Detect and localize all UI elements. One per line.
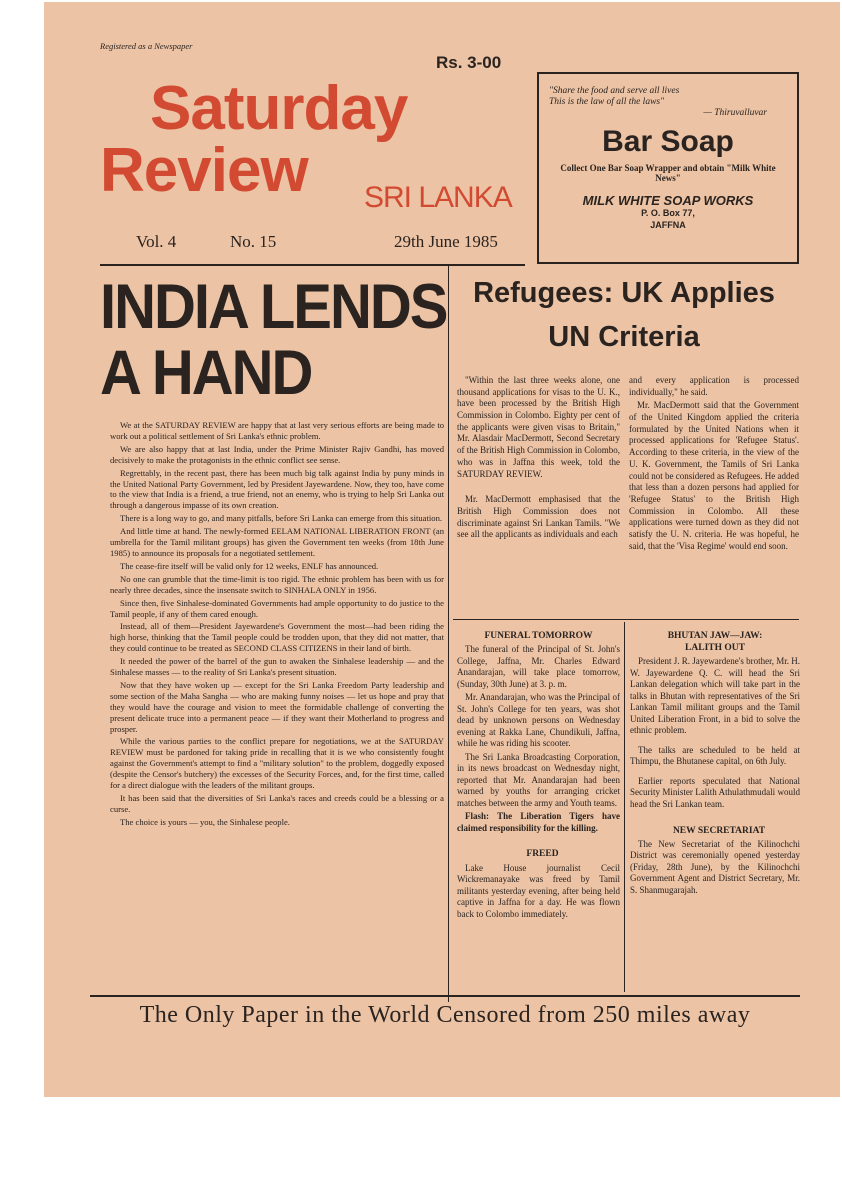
ad-quote-line: "Share the food and serve all lives: [549, 86, 680, 96]
column-divider: [624, 622, 625, 992]
refugees-column-1: [457, 375, 620, 543]
lead-headline: [100, 271, 450, 409]
bhutan-heading: BHUTAN JAW—JAW:: [667, 631, 763, 641]
lead-paragraph: While the various parties to the conflict prepare for negotiations, we at the SATURDAY REVIEW must be pardoned for taking pride in recalling that it is we who consistently fought against the Government's attempt to find a "military solution" to the problem, doggedly exposed (despite the Censor's butchery) the excesses of the Security Forces, and, for the first time, called for a direct dialogue with the leaders of the militant groups.: [110, 736, 444, 791]
lead-paragraph: We are also happy that at last India, under the Prime Minister Rajiv Gandhi, has moved decisively to make the protagonists in the ethnic conflict see sense.: [110, 443, 444, 465]
lead-paragraph: There is a long way to go, and many pitfalls, before Sri Lanka can emerge from this situation.: [120, 513, 443, 524]
bhutan-paragraph: President J. R. Jayewardene's brother, Mr. H. W. Jayewardene Q. C. will head the Sri Lankan delegation which will take part in the talks in Bhutan with representatives of the Sri Lankan Tamil militant groups and the Tamil United Liberation Front, in a bid to solve the ethnic problem.: [630, 656, 800, 736]
masthead-review: Review: [100, 136, 308, 205]
lead-paragraph: Regrettably, in the recent past, there has been much big talk against India by puny minds in the United National Party Government, led by President Jayewardene. Now, they too, have come to the view that India is a friend, a true friend, not an enemy, who is trying to help Sri Lanka out through a dangerous impasse of its own creation.: [110, 467, 444, 511]
refugees-paragraph: Mr. MacDermott said that the Government of the United Kingdom applied the criteria formulated by the United Nations when it processed applications for 'Refugee Status'. According to these criteria, in the view of the U. K. Government, the Tamils of Sri Lanka could not be considered as Refugees. He added that less than a dozen persons had applied for 'Refugee Status' to the British High Commission in Colombo. All these applications were turned down as they did not satisfy the U. N. criteria. He was hopeful, he said, that the 'Visa Regime' would end soon.: [629, 400, 799, 551]
lead-paragraph: Instead, all of them—President Jayewardene's Government the most—had been riding the high horse, thinking that the Tamil people could be trodden upon, that they did not matter, that they could continue to be treated as SECOND CLASS CITIZENS in their land of birth.: [110, 621, 444, 654]
newspaper-page: [44, 2, 840, 1097]
funeral-and-freed-column: [457, 630, 620, 922]
refugees-paragraph: "Within the last three weeks alone, one thousand applications for visas to the U. K., have been processed by the British High Commission in Colombo. Eighty per cent of the applicants were given visas to Britain," Mr. Alasdair MacDermott, Second Secretary of the British High Commission in Colombo, who was in Jaffna this week, told the SATURDAY REVIEW.: [457, 375, 620, 479]
refugees-headline: [453, 272, 795, 359]
funeral-paragraph: Mr. Anandarajan, who was the Principal of St. John's College for ten years, was shot dead by unknown persons on Wednesday evening at Rakka Lane, Chundikuli, Jaffna, while he was riding his scooter.: [457, 692, 620, 749]
freed-paragraph: Lake House journalist Cecil Wickremanayake was freed by Tamil militants yesterday evening, after being held captive in Jaffna for a day. He was flown back to Colombo immediately.: [457, 862, 620, 919]
issue-number: No. 15: [230, 232, 277, 251]
lead-paragraph: No one can grumble that the time-limit is too rigid. The ethnic problem has been with us for nearly three decades, since the insensate switch to SINHALA ONLY in 1956.: [110, 573, 444, 595]
ad-company: MILK WHITE SOAP WORKS: [582, 193, 754, 209]
ad-quote: [549, 86, 787, 119]
lead-paragraph: The cease-fire itself will be valid only for 12 weeks, ENLF has announced.: [120, 560, 379, 571]
bhutan-paragraph: Earlier reports speculated that National Security Minister Lalith Athulathmudali would head the Sri Lankan team.: [630, 775, 800, 809]
bhutan-heading: LALITH OUT: [685, 643, 745, 654]
funeral-flash: Flash: The Liberation Tigers have claimed responsibility for the killing.: [457, 811, 620, 833]
lead-paragraph: It needed the power of the barrel of the gun to awaken the Sinhalese leadership — and the Sinhalese masses — to the reality of Sri Lanka's present situation.: [110, 656, 444, 678]
bhutan-and-secretariat-column: [630, 630, 800, 898]
footer-rule: [90, 995, 800, 997]
masthead-country: SRI LANKA: [364, 181, 512, 214]
cover-price: Rs. 3-00: [436, 53, 502, 72]
lead-article-body: [110, 420, 444, 830]
lead-paragraph: We at the SATURDAY REVIEW are happy that at last very serious efforts are being made to work out a political settlement of Sri Lanka's ethnic problem.: [110, 420, 444, 441]
refugees-headline-line: Refugees: UK Applies: [473, 277, 775, 309]
refugees-paragraph: Mr. MacDermott emphasised that the British High Commission does not discriminate against Sri Lankan Tamils. "We see all the applicants as individuals and each: [457, 494, 620, 540]
lead-paragraph: The choice is yours — you, the Sinhalese people.: [120, 816, 290, 827]
ad-product: Bar Soap: [602, 124, 734, 158]
lead-paragraph: And little time at hand. The newly-formed EELAM NATIONAL LIBERATION FRONT (an umbrella for the Tamil militant groups) has given the Government ten weeks (from 18th June 1985) to announce its proposals for a negotiated settlement.: [110, 526, 444, 558]
ad-offer: Collect One Bar Soap Wrapper and obtain "Milk White News": [560, 162, 776, 184]
footer-slogan: The Only Paper in the World Censored from 250 miles away: [139, 1002, 751, 1028]
lead-headline-line: A HAND: [100, 338, 312, 409]
ad-quote-attribution: — Thiruvalluvar: [703, 107, 767, 118]
refugees-headline-line: UN Criteria: [548, 320, 700, 353]
freed-heading: FREED: [526, 849, 559, 860]
section-rule: [453, 619, 799, 620]
ad-city: JAFFNA: [650, 220, 686, 231]
secretariat-paragraph: The New Secretariat of the Kilinochchi District was ceremonially opened yesterday (Friday, 28th June), by the Kilinochchi Government Agent and District Secretary, Mr. S. Shanmugarajah.: [630, 838, 800, 895]
masthead-rule: [100, 264, 525, 266]
soap-advertisement: [537, 72, 799, 264]
funeral-heading: FUNERAL TOMORROW: [484, 631, 593, 641]
lead-paragraph: Now that they have woken up — except for the Sri Lanka Freedom Party leadership and some section of the Maha Sangha — who are making funny noises — let us hope and pray that they would have the courage and vision to meet the formidable challenge of converting the present delicate truce into a permanent peace — if they want their Motherland to progress and prosper.: [110, 679, 444, 734]
issue-date: 29th June 1985: [394, 232, 498, 251]
refugees-column-2: [629, 375, 799, 554]
lead-paragraph: It has been said that the diversities of Sri Lanka's races and creeds could be a blessing or a curse.: [110, 793, 444, 814]
masthead-saturday: Saturday: [150, 74, 408, 143]
funeral-paragraph: The funeral of the Principal of St. John's College, Jaffna, Mr. Charles Edward Anandarajan, will take place tomorrow, (Sunday, 30th June) at 3. p. m.: [457, 644, 620, 689]
refugees-paragraph: and every application is processed individually," he said.: [629, 375, 799, 397]
issue-volume: Vol. 4: [136, 232, 177, 251]
funeral-paragraph: The Sri Lanka Broadcasting Corporation, in its news broadcast on Wednesday night, reported that Mr. Anandarajan had been warned by youths for arranging cricket matches between the army and Youth teams.: [457, 751, 620, 808]
bhutan-paragraph: The talks are scheduled to be held at Thimpu, the Bhutanese capital, on 6th July.: [630, 744, 800, 767]
lead-headline-line: INDIA LENDS: [100, 271, 447, 343]
registered-notice: Registered as a Newspaper: [100, 41, 193, 51]
lead-paragraph: Since then, five Sinhalese-dominated Governments had ample opportunity to do justice to the Tamil people, if any of them cared enough.: [110, 597, 444, 619]
secretariat-heading: NEW SECRETARIAT: [672, 825, 766, 836]
ad-quote-line: This is the law of all the laws": [549, 96, 665, 107]
ad-pobox: P. O. Box 77,: [641, 208, 695, 219]
